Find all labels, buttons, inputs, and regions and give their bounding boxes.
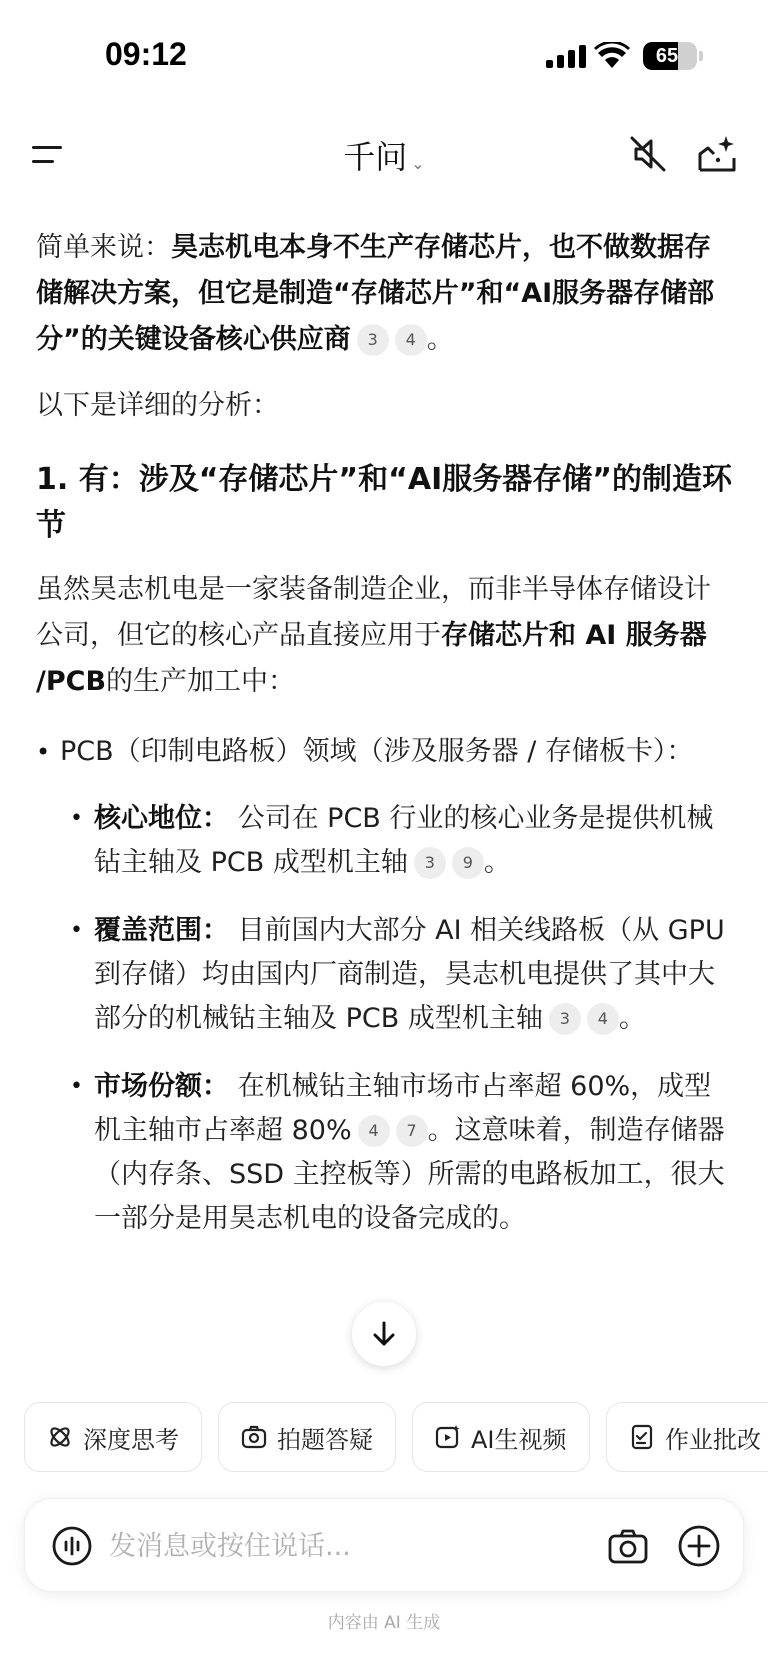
- list-item: [70, 909, 736, 1041]
- section-heading: 1. 有：涉及“存储芯片”和“AI服务器存储”的制造环节: [36, 462, 732, 543]
- homework-icon: [629, 1424, 655, 1450]
- chip-label: 深度思考: [83, 1425, 179, 1454]
- citation-badge[interactable]: 4: [358, 1115, 390, 1147]
- citation-badge[interactable]: 3: [549, 1003, 581, 1035]
- message-input[interactable]: [109, 1521, 549, 1571]
- deep-think-icon: [47, 1424, 73, 1450]
- chevron-down-icon: ⌄: [411, 154, 425, 173]
- status-bar: [0, 0, 768, 110]
- battery-level: 65: [655, 45, 679, 67]
- message-input-bar: [24, 1498, 744, 1592]
- intro-paragraph: [36, 225, 736, 363]
- citation-badge[interactable]: 3: [414, 847, 446, 879]
- citation-badge[interactable]: 4: [395, 324, 427, 356]
- bullet-end: 。: [618, 1003, 646, 1034]
- bullet-label: 核心地位：: [94, 803, 229, 834]
- video-gen-icon: [435, 1424, 461, 1450]
- chip-ai-video[interactable]: [412, 1402, 590, 1472]
- app-header: [0, 120, 768, 190]
- section1-paragraph: [36, 567, 736, 705]
- chat-message: [36, 225, 736, 1241]
- battery-icon: [643, 42, 697, 70]
- chip-label: 作业批改: [665, 1425, 761, 1454]
- pcb-bullet-text: PCB（印制电路板）领域（涉及服务器 / 存储板卡）：: [60, 736, 694, 767]
- scroll-to-bottom-button[interactable]: [352, 1302, 416, 1366]
- chip-label: 拍题答疑: [277, 1425, 373, 1454]
- quick-action-bar: [24, 1402, 768, 1474]
- status-time: 09:12: [105, 36, 187, 72]
- bullet-label: 覆盖范围：: [94, 915, 229, 946]
- chip-homework[interactable]: [606, 1402, 768, 1472]
- camera-icon[interactable]: [607, 1525, 649, 1567]
- intro-bold: 昊志机电本身不生产存储芯片，也不做数据存储解决方案，但它是制造“存储芯片”和“AI服务器存储部分”的关键设备核心供应商: [36, 232, 715, 355]
- voice-input-icon[interactable]: [51, 1525, 93, 1567]
- bullet-end: 。: [483, 847, 511, 878]
- app-title: 千问: [343, 138, 408, 176]
- citation-badge[interactable]: 7: [396, 1115, 428, 1147]
- speaker-muted-icon[interactable]: [626, 132, 670, 176]
- camera-question-icon: [241, 1424, 267, 1450]
- bullet-label: 市场份额：: [94, 1071, 229, 1102]
- bullet-text: 目前国内大部分 AI 相关线路板（从 GPU 到存储）均由国内厂商制造，昊志机电提供了其中大部分的机械钻主轴及 PCB 成型机主轴: [94, 915, 725, 1034]
- ai-disclaimer: 内容由 AI 生成: [327, 1613, 441, 1633]
- section1-text1: 虽然昊志机电是一家装备制造企业，而非半导体存储设计公司，但它的核心产品直接应用于: [36, 574, 711, 651]
- chip-label: AI生视频: [471, 1425, 567, 1454]
- section1-bold: 存储芯片和 AI 服务器 /PCB: [36, 620, 707, 697]
- bullet-end: 。这意味着，制造存储器（内存条、SSD 主控板等）所需的电路板加工，很大一部分是用昊志机电的设备完成的。: [94, 1115, 725, 1234]
- chip-photo-question[interactable]: [218, 1402, 396, 1472]
- new-chat-sparkle-icon[interactable]: [694, 130, 742, 178]
- wifi-icon: [594, 42, 630, 70]
- citation-badge[interactable]: 3: [357, 324, 389, 356]
- battery-tip: [699, 51, 703, 61]
- list-item: [70, 797, 736, 885]
- citation-badge[interactable]: 9: [452, 847, 484, 879]
- bullet-text: 在机械钻主轴市场市占率超 60%，成型机主轴市占率超 80%: [94, 1071, 712, 1146]
- list-item: [36, 729, 736, 775]
- analysis-lead: 以下是详细的分析：: [36, 390, 279, 421]
- arrow-down-icon: [370, 1320, 398, 1348]
- plus-circle-icon[interactable]: [677, 1524, 721, 1568]
- bullet-text: 公司在 PCB 行业的核心业务是提供机械钻主轴及 PCB 成型机主轴: [94, 803, 714, 878]
- intro-lead: 简单来说：: [36, 232, 171, 263]
- citation-badge[interactable]: 4: [587, 1003, 619, 1035]
- list-item: [70, 1065, 736, 1241]
- section1-text2: 的生产加工中：: [106, 666, 296, 697]
- chip-deep-think[interactable]: [24, 1402, 202, 1472]
- intro-end: 。: [426, 324, 454, 355]
- cellular-signal-icon: [546, 44, 586, 68]
